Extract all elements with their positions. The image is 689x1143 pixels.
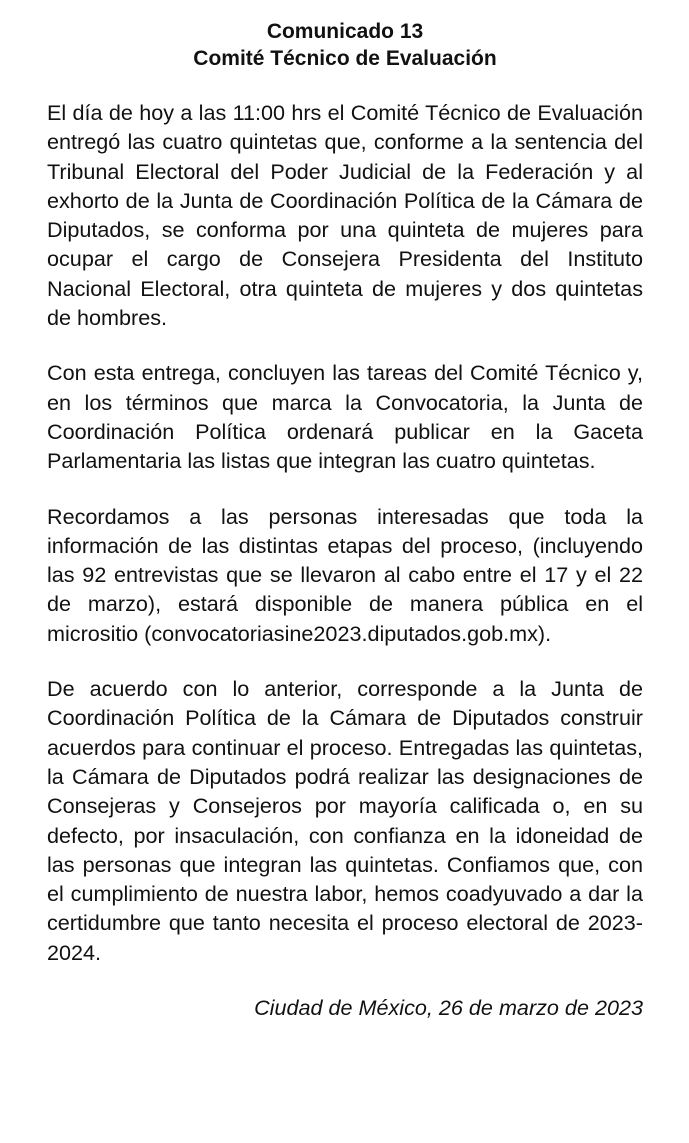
place-date: Ciudad de México, 26 de marzo de 2023	[254, 995, 643, 1021]
document-subtitle: Comité Técnico de Evaluación	[193, 47, 497, 70]
document-page	[47, 18, 643, 1022]
paragraph-4: De acuerdo con lo anterior, corresponde a la Junta de Coordinación Política de la Cámara de Diputados construir acuerdos para continuar el proceso. Entregadas las quintetas, la Cámara de Diputados podrá realizar las designaciones de Consejeras y Consejeros por mayoría calificada o, en su defecto, por insaculación, con confianza en la idoneidad de las personas que integran las quintetas. Confiamos que, con el cumplimiento de nuestra labor, hemos coadyuvado a dar la certidumbre que tanto necesita el proceso electoral de 2023-2024.	[47, 676, 643, 965]
document-header	[47, 18, 643, 72]
paragraph-3: Recordamos a las personas interesadas que toda la información de las distintas etapas del proceso, (incluyendo las 92 entrevistas que se llevaron al cabo entre el 17 y el 22 de marzo), estará disponible de manera pública en el micrositio (convocatoriasine2023.diputados.gob.mx).	[47, 503, 643, 646]
paragraph-2: Con esta entrega, concluyen las tareas del Comité Técnico y, en los términos que marca la Convocatoria, la Junta de Coordinación Política ordenará publicar en la Gaceta Parlamentaria las listas que integran las cuatro quintetas.	[47, 360, 643, 474]
paragraph-1: El día de hoy a las 11:00 hrs el Comité Técnico de Evaluación entregó las cuatro quintetas que, conforme a la sentencia del Tribunal Electoral del Poder Judicial de la Federación y al exhorto de la Junta de Coordinación Política de la Cámara de Diputados, se conforma por una quinteta de mujeres para ocupar el cargo de Consejera Presidenta del Instituto Nacional Electoral, otra quinteta de mujeres y dos quintetas de hombres.	[47, 100, 643, 331]
document-title: Comunicado 13	[266, 20, 424, 43]
